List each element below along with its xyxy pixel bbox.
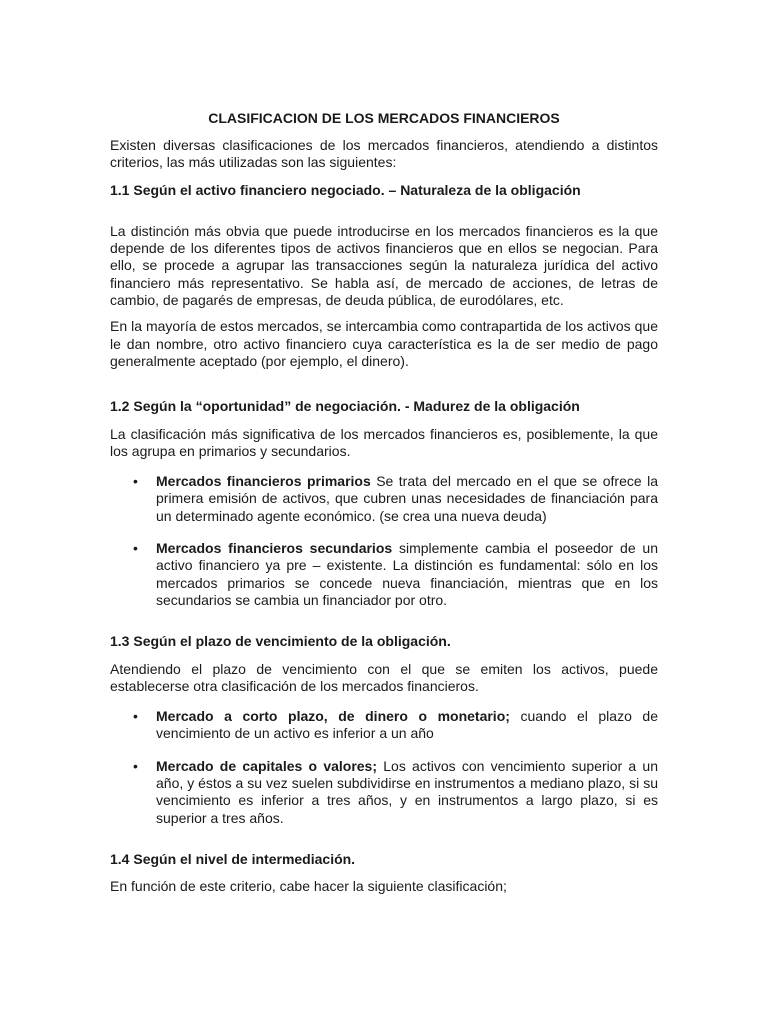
bullet-text: cuando el plazo de vencimiento de un activo es inferior a un año — [156, 708, 658, 742]
bullet-icon: • — [133, 757, 138, 774]
list-item — [110, 473, 658, 525]
document-page — [110, 110, 658, 896]
section-heading-1-3: 1.3 Según el plazo de vencimiento de la obligación. — [110, 633, 451, 650]
bullet-text: Se trata del mercado en el que se ofrece la primera emisión de activos, que cubren unas necesidades de financiación para un determinado agente económico. (se crea una nueva deuda) — [156, 473, 658, 524]
bullet-icon: • — [133, 708, 138, 725]
list-item — [110, 708, 658, 743]
bullet-text: simplemente cambia el poseedor de un activo financiero ya pre – existente. La distinción es fundamental: sólo en los mercados primarios se concede nueva financiación, mientras que en los secundarios se cambia un financiador por otro. — [156, 540, 658, 608]
bullet-term: Mercado a corto plazo, de dinero o monetario; — [156, 708, 510, 725]
section-1-2-bullet-list — [110, 473, 658, 609]
section-1-1-paragraph-2: En la mayoría de estos mercados, se intercambia como contrapartida de los activos que le dan nombre, otro activo financiero cuya característica es la de ser medio de pago generalmente aceptado (por ejemplo, el dinero). — [110, 318, 658, 369]
section-heading-1-2: 1.2 Según la “oportunidad” de negociación. - Madurez de la obligación — [110, 398, 580, 415]
section-1-3-paragraph-1: Atendiendo el plazo de vencimiento con el que se emiten los activos, puede establecerse otra clasificación de los mercados financieros. — [110, 660, 658, 694]
section-1-1-paragraph-1: La distinción más obvia que puede introducirse en los mercados financieros es la que depende de los diferentes tipos de activos financieros que en ellos se negocian. Para ello, se procede a agrupar las transacciones según la naturaleza jurídica del activo financiero más representativo. Se habla así, de mercado de acciones, de letras de cambio, de pagarés de empresas, de deuda pública, de eurodólares, etc. — [110, 222, 658, 309]
bullet-term: Mercados financieros secundarios — [156, 540, 393, 557]
bullet-text: Los activos con vencimiento superior a un año, y éstos a su vez suelen subdividirse en instrumentos a mediano plazo, si su vencimiento es inferior a tres años, y en instrumentos a largo plazo, si es superior a tres años. — [156, 757, 658, 826]
list-item — [110, 540, 658, 609]
section-1-2-paragraph-1: La clasificación más significativa de los mercados financieros es, posiblemente, la que los agrupa en primarios y secundarios. — [110, 425, 658, 459]
section-1-4-paragraph-1: En función de este criterio, cabe hacer la siguiente clasificación; — [110, 878, 507, 895]
bullet-term: Mercado de capitales o valores; — [156, 757, 378, 774]
section-1-3-bullet-list — [110, 708, 658, 827]
bullet-icon: • — [133, 473, 138, 490]
intro-paragraph: Existen diversas clasificaciones de los mercados financieros, atendiendo a distintos criterios, las más utilizadas son las siguientes: — [110, 137, 658, 171]
document-title: CLASIFICACION DE LOS MERCADOS FINANCIEROS — [208, 110, 560, 126]
list-item — [110, 758, 658, 827]
bullet-term: Mercados financieros primarios — [156, 473, 371, 490]
section-heading-1-4: 1.4 Según el nivel de intermediación. — [110, 850, 356, 867]
section-heading-1-1: 1.1 Según el activo financiero negociado. – Naturaleza de la obligación — [110, 181, 581, 198]
bullet-icon: • — [133, 540, 138, 557]
